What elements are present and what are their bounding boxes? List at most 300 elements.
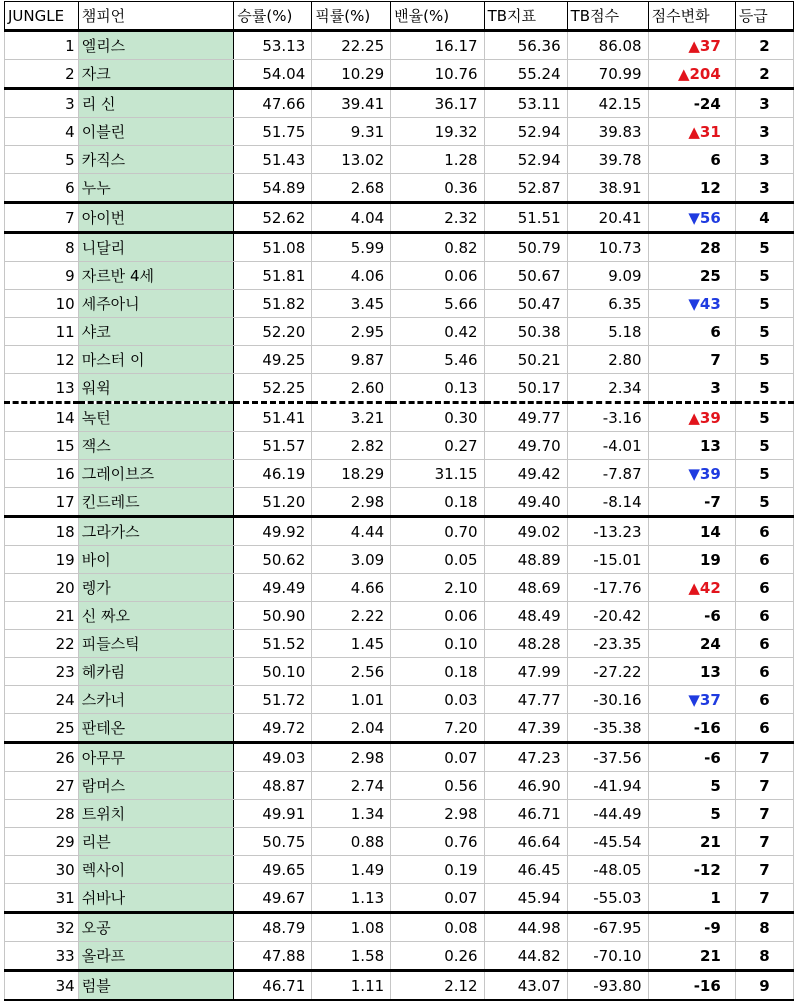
rank-cell: 21: [5, 602, 79, 630]
pick-rate-cell: 4.04: [312, 203, 391, 233]
tb-index-cell: 48.49: [484, 602, 567, 630]
tb-score-cell: -41.94: [567, 772, 648, 800]
tb-index-cell: 48.89: [484, 546, 567, 574]
champion-name: 헤카림: [78, 658, 234, 686]
rank-cell: 9: [5, 262, 79, 290]
tb-index-cell: 47.39: [484, 714, 567, 743]
pick-rate-cell: 2.98: [312, 743, 391, 772]
score-change-cell: 12: [648, 174, 735, 203]
tier-cell: 6: [735, 546, 793, 574]
score-change-cell: -12: [648, 856, 735, 884]
tier-table: [4, 1, 794, 1001]
ban-rate-cell: 0.06: [391, 602, 484, 630]
header-tb-score: TB점수: [567, 2, 648, 31]
pick-rate-cell: 3.45: [312, 290, 391, 318]
win-rate-cell: 49.91: [234, 800, 312, 828]
rank-cell: 8: [5, 233, 79, 262]
win-rate-cell: 50.10: [234, 658, 312, 686]
tb-score-cell: -13.23: [567, 517, 648, 546]
score-change-cell: 13: [648, 432, 735, 460]
tier-cell: 6: [735, 658, 793, 686]
rank-cell: 1: [5, 31, 79, 60]
table-row: [5, 828, 794, 856]
pick-rate-cell: 1.08: [312, 913, 391, 942]
table-row: [5, 174, 794, 203]
tier-cell: 5: [735, 290, 793, 318]
ban-rate-cell: 7.20: [391, 714, 484, 743]
tb-index-cell: 50.21: [484, 346, 567, 374]
ban-rate-cell: 5.66: [391, 290, 484, 318]
score-change-cell: 25: [648, 262, 735, 290]
header-tb-index: TB지표: [484, 2, 567, 31]
table-row: [5, 146, 794, 174]
rank-cell: 11: [5, 318, 79, 346]
tb-index-cell: 48.28: [484, 630, 567, 658]
rank-cell: 24: [5, 686, 79, 714]
tb-score-cell: -15.01: [567, 546, 648, 574]
tb-score-cell: -48.05: [567, 856, 648, 884]
ban-rate-cell: 0.27: [391, 432, 484, 460]
tb-score-cell: 39.78: [567, 146, 648, 174]
win-rate-cell: 47.88: [234, 942, 312, 971]
tier-cell: 7: [735, 828, 793, 856]
win-rate-cell: 52.25: [234, 374, 312, 403]
ban-rate-cell: 31.15: [391, 460, 484, 488]
score-change-cell: 14: [648, 517, 735, 546]
tier-cell: 3: [735, 89, 793, 118]
rank-cell: 28: [5, 800, 79, 828]
ban-rate-cell: 2.98: [391, 800, 484, 828]
tb-score-cell: -70.10: [567, 942, 648, 971]
tb-index-cell: 43.07: [484, 971, 567, 1001]
table-row: [5, 800, 794, 828]
tb-index-cell: 46.90: [484, 772, 567, 800]
rank-cell: 29: [5, 828, 79, 856]
tier-cell: 2: [735, 31, 793, 60]
champion-name: 이블린: [78, 118, 234, 146]
table-row: [5, 233, 794, 262]
champion-name: 마스터 이: [78, 346, 234, 374]
tb-score-cell: -30.16: [567, 686, 648, 714]
table-row: [5, 460, 794, 488]
score-change-cell: 24: [648, 630, 735, 658]
tb-score-cell: 38.91: [567, 174, 648, 203]
tb-index-cell: 52.94: [484, 146, 567, 174]
table-row: [5, 374, 794, 403]
tb-index-cell: 49.70: [484, 432, 567, 460]
ban-rate-cell: 1.28: [391, 146, 484, 174]
table-row: [5, 318, 794, 346]
win-rate-cell: 51.08: [234, 233, 312, 262]
rank-cell: 19: [5, 546, 79, 574]
score-change-cell: 5: [648, 800, 735, 828]
score-change-cell: ▲42: [648, 574, 735, 602]
table-body: [5, 31, 794, 1001]
tb-index-cell: 50.47: [484, 290, 567, 318]
pick-rate-cell: 13.02: [312, 146, 391, 174]
ban-rate-cell: 0.08: [391, 913, 484, 942]
tb-index-cell: 53.11: [484, 89, 567, 118]
tier-cell: 7: [735, 856, 793, 884]
tb-index-cell: 46.45: [484, 856, 567, 884]
score-change-cell: -9: [648, 913, 735, 942]
rank-cell: 4: [5, 118, 79, 146]
score-change-cell: ▲31: [648, 118, 735, 146]
score-change-cell: -7: [648, 488, 735, 517]
tb-score-cell: -17.76: [567, 574, 648, 602]
win-rate-cell: 54.89: [234, 174, 312, 203]
score-change-cell: ▼43: [648, 290, 735, 318]
table-row: [5, 346, 794, 374]
win-rate-cell: 49.65: [234, 856, 312, 884]
rank-cell: 3: [5, 89, 79, 118]
ban-rate-cell: 0.30: [391, 403, 484, 432]
rank-cell: 7: [5, 203, 79, 233]
table-row: [5, 630, 794, 658]
rank-cell: 32: [5, 913, 79, 942]
rank-cell: 22: [5, 630, 79, 658]
ban-rate-cell: 0.05: [391, 546, 484, 574]
champion-name: 아무무: [78, 743, 234, 772]
jungle-tier-table: [4, 1, 794, 1001]
tb-index-cell: 44.82: [484, 942, 567, 971]
table-row: [5, 714, 794, 743]
pick-rate-cell: 2.82: [312, 432, 391, 460]
header-win-rate: 승률(%): [234, 2, 312, 31]
score-change-cell: ▼39: [648, 460, 735, 488]
champion-name: 녹턴: [78, 403, 234, 432]
tb-index-cell: 52.87: [484, 174, 567, 203]
score-change-cell: 13: [648, 658, 735, 686]
ban-rate-cell: 2.12: [391, 971, 484, 1001]
tb-index-cell: 49.02: [484, 517, 567, 546]
champion-name: 트위치: [78, 800, 234, 828]
tb-score-cell: 42.15: [567, 89, 648, 118]
champion-name: 잭스: [78, 432, 234, 460]
table-row: [5, 60, 794, 89]
score-change-cell: 21: [648, 828, 735, 856]
rank-cell: 20: [5, 574, 79, 602]
table-row: [5, 971, 794, 1001]
champion-name: 킨드레드: [78, 488, 234, 517]
win-rate-cell: 51.72: [234, 686, 312, 714]
header-position: JUNGLE: [5, 2, 79, 31]
rank-cell: 31: [5, 884, 79, 913]
score-change-cell: ▲37: [648, 31, 735, 60]
tier-cell: 6: [735, 714, 793, 743]
champion-name: 판테온: [78, 714, 234, 743]
win-rate-cell: 52.62: [234, 203, 312, 233]
champion-name: 자크: [78, 60, 234, 89]
pick-rate-cell: 9.87: [312, 346, 391, 374]
score-change-cell: 21: [648, 942, 735, 971]
pick-rate-cell: 1.58: [312, 942, 391, 971]
win-rate-cell: 49.49: [234, 574, 312, 602]
tb-score-cell: 10.73: [567, 233, 648, 262]
tb-score-cell: -93.80: [567, 971, 648, 1001]
tier-cell: 7: [735, 800, 793, 828]
tier-cell: 4: [735, 203, 793, 233]
win-rate-cell: 46.71: [234, 971, 312, 1001]
table-row: [5, 913, 794, 942]
champion-name: 바이: [78, 546, 234, 574]
win-rate-cell: 49.03: [234, 743, 312, 772]
tb-score-cell: -67.95: [567, 913, 648, 942]
score-change-cell: 6: [648, 318, 735, 346]
champion-name: 리 신: [78, 89, 234, 118]
score-change-cell: -16: [648, 971, 735, 1001]
tier-cell: 7: [735, 743, 793, 772]
tb-score-cell: -7.87: [567, 460, 648, 488]
table-row: [5, 546, 794, 574]
rank-cell: 14: [5, 403, 79, 432]
tb-index-cell: 50.38: [484, 318, 567, 346]
table-row: [5, 432, 794, 460]
tb-index-cell: 50.67: [484, 262, 567, 290]
tb-index-cell: 46.64: [484, 828, 567, 856]
pick-rate-cell: 1.34: [312, 800, 391, 828]
tb-score-cell: -45.54: [567, 828, 648, 856]
pick-rate-cell: 9.31: [312, 118, 391, 146]
ban-rate-cell: 0.70: [391, 517, 484, 546]
win-rate-cell: 54.04: [234, 60, 312, 89]
pick-rate-cell: 2.56: [312, 658, 391, 686]
ban-rate-cell: 0.19: [391, 856, 484, 884]
table-row: [5, 574, 794, 602]
rank-cell: 27: [5, 772, 79, 800]
ban-rate-cell: 0.06: [391, 262, 484, 290]
rank-cell: 2: [5, 60, 79, 89]
tb-score-cell: 20.41: [567, 203, 648, 233]
ban-rate-cell: 19.32: [391, 118, 484, 146]
pick-rate-cell: 1.45: [312, 630, 391, 658]
champion-name: 세주아니: [78, 290, 234, 318]
win-rate-cell: 49.67: [234, 884, 312, 913]
tb-index-cell: 50.17: [484, 374, 567, 403]
win-rate-cell: 51.57: [234, 432, 312, 460]
tb-score-cell: 9.09: [567, 262, 648, 290]
rank-cell: 5: [5, 146, 79, 174]
tier-cell: 7: [735, 772, 793, 800]
pick-rate-cell: 1.11: [312, 971, 391, 1001]
score-change-cell: 7: [648, 346, 735, 374]
ban-rate-cell: 0.07: [391, 743, 484, 772]
score-change-cell: -24: [648, 89, 735, 118]
tb-score-cell: -37.56: [567, 743, 648, 772]
header-tier: 등급: [735, 2, 793, 31]
tb-score-cell: -55.03: [567, 884, 648, 913]
tier-cell: 9: [735, 971, 793, 1001]
rank-cell: 34: [5, 971, 79, 1001]
table-row: [5, 856, 794, 884]
ban-rate-cell: 0.26: [391, 942, 484, 971]
tb-score-cell: -4.01: [567, 432, 648, 460]
pick-rate-cell: 18.29: [312, 460, 391, 488]
win-rate-cell: 51.52: [234, 630, 312, 658]
champion-name: 그라가스: [78, 517, 234, 546]
tb-index-cell: 48.69: [484, 574, 567, 602]
tier-cell: 5: [735, 346, 793, 374]
win-rate-cell: 50.90: [234, 602, 312, 630]
tb-score-cell: -35.38: [567, 714, 648, 743]
header-pick-rate: 픽률(%): [312, 2, 391, 31]
ban-rate-cell: 0.13: [391, 374, 484, 403]
tb-score-cell: 6.35: [567, 290, 648, 318]
table-row: [5, 290, 794, 318]
score-change-cell: -16: [648, 714, 735, 743]
ban-rate-cell: 0.07: [391, 884, 484, 913]
ban-rate-cell: 36.17: [391, 89, 484, 118]
pick-rate-cell: 2.98: [312, 488, 391, 517]
table-row: [5, 488, 794, 517]
pick-rate-cell: 2.22: [312, 602, 391, 630]
table-row: [5, 772, 794, 800]
ban-rate-cell: 2.10: [391, 574, 484, 602]
tb-score-cell: -8.14: [567, 488, 648, 517]
tier-cell: 7: [735, 884, 793, 913]
pick-rate-cell: 2.68: [312, 174, 391, 203]
ban-rate-cell: 10.76: [391, 60, 484, 89]
win-rate-cell: 51.82: [234, 290, 312, 318]
table-row: [5, 262, 794, 290]
table-row: [5, 31, 794, 60]
table-row: [5, 203, 794, 233]
score-change-cell: -6: [648, 743, 735, 772]
table-row: [5, 743, 794, 772]
tb-index-cell: 51.51: [484, 203, 567, 233]
tb-index-cell: 49.40: [484, 488, 567, 517]
ban-rate-cell: 0.56: [391, 772, 484, 800]
tb-score-cell: 86.08: [567, 31, 648, 60]
rank-cell: 18: [5, 517, 79, 546]
pick-rate-cell: 2.95: [312, 318, 391, 346]
pick-rate-cell: 4.44: [312, 517, 391, 546]
tb-score-cell: -3.16: [567, 403, 648, 432]
tb-index-cell: 55.24: [484, 60, 567, 89]
ban-rate-cell: 0.42: [391, 318, 484, 346]
champion-name: 럼블: [78, 971, 234, 1001]
win-rate-cell: 50.75: [234, 828, 312, 856]
champion-name: 누누: [78, 174, 234, 203]
ban-rate-cell: 16.17: [391, 31, 484, 60]
tier-cell: 8: [735, 913, 793, 942]
pick-rate-cell: 2.60: [312, 374, 391, 403]
tier-cell: 5: [735, 403, 793, 432]
table-row: [5, 89, 794, 118]
table-row: [5, 658, 794, 686]
tier-cell: 8: [735, 942, 793, 971]
tb-score-cell: 5.18: [567, 318, 648, 346]
score-change-cell: ▼37: [648, 686, 735, 714]
ban-rate-cell: 0.10: [391, 630, 484, 658]
score-change-cell: 1: [648, 884, 735, 913]
tier-cell: 5: [735, 374, 793, 403]
rank-cell: 16: [5, 460, 79, 488]
header-row: [5, 2, 794, 31]
champion-name: 아이번: [78, 203, 234, 233]
tb-index-cell: 47.77: [484, 686, 567, 714]
score-change-cell: -6: [648, 602, 735, 630]
tb-score-cell: -44.49: [567, 800, 648, 828]
pick-rate-cell: 2.04: [312, 714, 391, 743]
tier-cell: 5: [735, 262, 793, 290]
champion-name: 올라프: [78, 942, 234, 971]
tier-cell: 5: [735, 432, 793, 460]
score-change-cell: 6: [648, 146, 735, 174]
ban-rate-cell: 0.18: [391, 488, 484, 517]
ban-rate-cell: 0.76: [391, 828, 484, 856]
pick-rate-cell: 5.99: [312, 233, 391, 262]
pick-rate-cell: 22.25: [312, 31, 391, 60]
win-rate-cell: 52.20: [234, 318, 312, 346]
tier-cell: 3: [735, 118, 793, 146]
win-rate-cell: 51.41: [234, 403, 312, 432]
pick-rate-cell: 0.88: [312, 828, 391, 856]
tb-index-cell: 47.23: [484, 743, 567, 772]
rank-cell: 33: [5, 942, 79, 971]
win-rate-cell: 50.62: [234, 546, 312, 574]
ban-rate-cell: 5.46: [391, 346, 484, 374]
tier-cell: 6: [735, 686, 793, 714]
rank-cell: 10: [5, 290, 79, 318]
score-change-cell: ▲39: [648, 403, 735, 432]
header-ban-rate: 밴율(%): [391, 2, 484, 31]
champion-name: 리븐: [78, 828, 234, 856]
table-row: [5, 517, 794, 546]
tier-cell: 3: [735, 174, 793, 203]
tier-cell: 6: [735, 517, 793, 546]
tb-score-cell: 70.99: [567, 60, 648, 89]
tb-index-cell: 49.42: [484, 460, 567, 488]
tier-cell: 5: [735, 233, 793, 262]
champion-name: 니달리: [78, 233, 234, 262]
champion-name: 렝가: [78, 574, 234, 602]
pick-rate-cell: 39.41: [312, 89, 391, 118]
table-row: [5, 942, 794, 971]
win-rate-cell: 51.20: [234, 488, 312, 517]
pick-rate-cell: 2.74: [312, 772, 391, 800]
score-change-cell: 28: [648, 233, 735, 262]
tb-score-cell: 2.80: [567, 346, 648, 374]
score-change-cell: 5: [648, 772, 735, 800]
win-rate-cell: 49.25: [234, 346, 312, 374]
win-rate-cell: 51.75: [234, 118, 312, 146]
tier-cell: 5: [735, 318, 793, 346]
champion-name: 자르반 4세: [78, 262, 234, 290]
tier-cell: 6: [735, 630, 793, 658]
tier-cell: 2: [735, 60, 793, 89]
tier-cell: 3: [735, 146, 793, 174]
tb-score-cell: 2.34: [567, 374, 648, 403]
pick-rate-cell: 4.66: [312, 574, 391, 602]
ban-rate-cell: 2.32: [391, 203, 484, 233]
champion-name: 스카너: [78, 686, 234, 714]
pick-rate-cell: 10.29: [312, 60, 391, 89]
score-change-cell: ▼56: [648, 203, 735, 233]
rank-cell: 13: [5, 374, 79, 403]
rank-cell: 15: [5, 432, 79, 460]
rank-cell: 17: [5, 488, 79, 517]
table-row: [5, 602, 794, 630]
tb-index-cell: 44.98: [484, 913, 567, 942]
ban-rate-cell: 0.36: [391, 174, 484, 203]
ban-rate-cell: 0.18: [391, 658, 484, 686]
table-row: [5, 686, 794, 714]
win-rate-cell: 46.19: [234, 460, 312, 488]
pick-rate-cell: 1.01: [312, 686, 391, 714]
win-rate-cell: 49.92: [234, 517, 312, 546]
win-rate-cell: 49.72: [234, 714, 312, 743]
